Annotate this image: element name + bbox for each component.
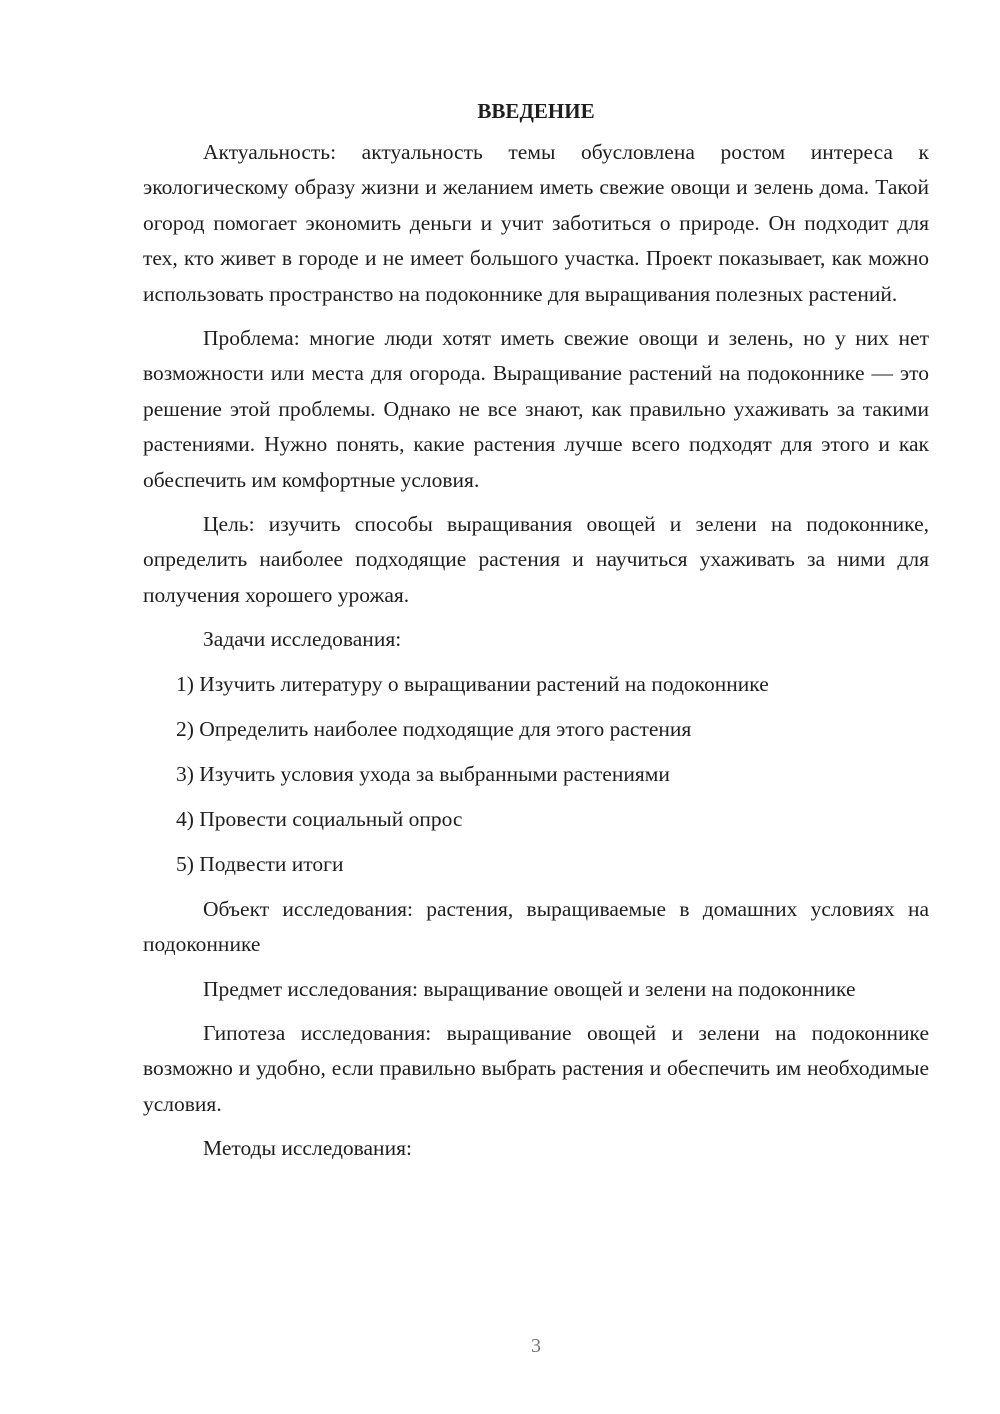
goal-paragraph: Цель: изучить способы выращивания овощей и зелени на подоконнике, определить наиболее подходящие растения и научиться ухаживать за ними для получения хорошего урожая.: [143, 512, 929, 607]
relevance-paragraph: Актуальность: актуальность темы обусловлена ростом интереса к экологическому образу жизни и желанием иметь свежие овощи и зелень дома. Такой огород помогает экономить деньги и учит заботиться о природе. Он подходит для тех, кто живет в городе и не имеет большого участка. Проект показывает, как можно использовать пространство на подоконнике для выращивания полезных растений.: [143, 140, 929, 306]
task-item: 2) Определить наиболее подходящие для этого растения: [176, 716, 692, 741]
hypothesis-paragraph: Гипотеза исследования: выращивание овощей и зелени на подоконнике возможно и удобно, если правильно выбрать растения и обеспечить им необходимые условия.: [143, 1020, 929, 1116]
tasks-list: [143, 667, 929, 882]
task-item: 1) Изучить литературу о выращивании растений на подоконнике: [176, 671, 769, 696]
object-paragraph: Объект исследования: растения, выращиваемые в домашних условиях на подоконнике: [143, 896, 929, 957]
section-title: ВВЕДЕНИЕ: [477, 99, 595, 123]
problem-paragraph: Проблема: многие люди хотят иметь свежие овощи и зелень, но у них нет возможности или места для огорода. Выращивание растений на подоконнике — это решение этой проблемы. Однако не все знают, как правильно ухаживать за такими растениями. Нужно понять, какие растения лучше всего подходят для этого и как обеспечить им комфортные условия.: [143, 326, 929, 492]
methods-heading: Методы исследования:: [203, 1136, 412, 1161]
tasks-heading: Задачи исследования:: [203, 627, 402, 652]
document-page: [143, 95, 929, 1176]
page-number: 3: [531, 1335, 541, 1357]
subject-paragraph: Предмет исследования: выращивание овощей и зелени на подоконнике: [203, 976, 856, 1001]
task-item: 3) Изучить условия ухода за выбранными растениями: [176, 761, 670, 786]
task-item: 5) Подвести итоги: [176, 851, 344, 876]
task-item: 4) Провести социальный опрос: [176, 806, 463, 831]
